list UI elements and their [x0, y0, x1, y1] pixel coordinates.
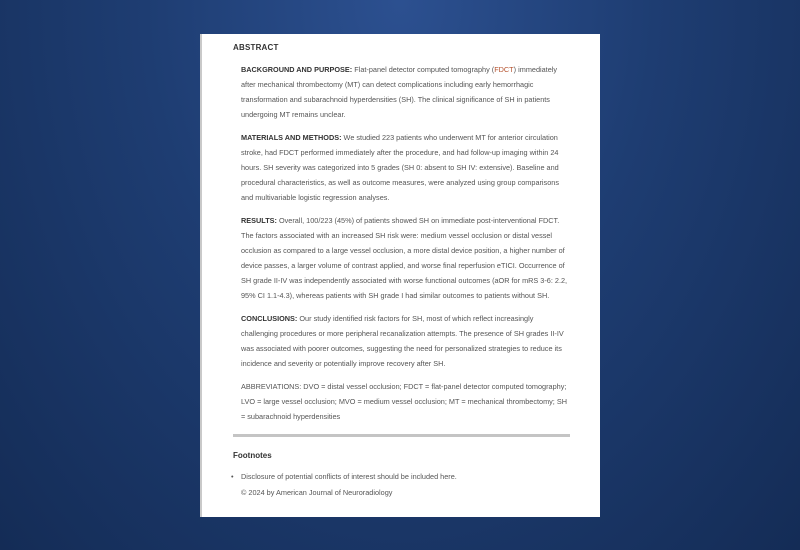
footnote-item: [233, 469, 570, 484]
article-page: [200, 34, 600, 517]
abbreviations-section: ABBREVIATIONS: DVO = distal vessel occlusion; FDCT = flat-panel detector computed tomography; LVO = large vessel occlusion; MVO = medium vessel occlusion; MT = mechanical thrombectomy; SH = subarachnoid hyperdensities: [241, 382, 567, 421]
methods-text: We studied 223 patients who underwent MT for anterior circulation stroke, had FDCT performed immediately after the procedure, and had follow-up imaging within 24 hours. SH severity was categorized into 5 grades (SH 0: absent to SH IV: extensive). Baseline and procedural characteristics, as well as outcome measures, were analyzed using group comparisons and multivariable logistic regression analyses.: [241, 133, 559, 202]
background-label: BACKGROUND AND PURPOSE:: [241, 65, 353, 74]
section-divider: [233, 434, 570, 437]
results-text: Overall, 100/223 (45%) of patients showed SH on immediate post-interventional FDCT. The factors associated with an increased SH risk were: medium vessel occlusion or distal vessel occlusion as compared to a large vessel occlusion, a more distal device position, a higher number of device passes, a larger volume of contrast applied, and worse final reperfusion eTICI. Occurrence of SH grade II-IV was independently associated with worse functional outcomes (aOR for mRS 3-6: 2.2, 95% CI 1.1-4.3), whereas patients with SH grade I had similar outcomes to patients without SH.: [241, 216, 568, 300]
background-text-before: Flat-panel detector computed tomography (: [352, 65, 495, 74]
methods-section: [241, 130, 570, 205]
results-section: [241, 213, 570, 303]
background-text-after: ) immediately after mechanical thrombectomy (MT) can detect complications including early hemorrhagic transformation and subarachnoid hyperdensities (SH). The clinical significance of SH in patients undergoing MT remains unclear.: [241, 65, 558, 119]
background-section: [241, 62, 570, 122]
footnote-text: Disclosure of potential conflicts of interest should be included here.: [241, 472, 457, 481]
results-label: RESULTS:: [241, 216, 277, 225]
conclusions-section: [241, 311, 570, 371]
abstract-heading: ABSTRACT: [233, 43, 279, 52]
conclusions-text: Our study identified risk factors for SH, most of which reflect increasingly challenging procedures or more peripheral recanalization attempts. The presence of SH grades II-IV was associated with poorer outcomes, suggesting the need for personalized strategies to reduce its incidence and severity or potentially improve recovery after SH.: [241, 314, 564, 368]
conclusions-label: CONCLUSIONS:: [241, 314, 298, 323]
bullet-icon: •: [231, 472, 234, 481]
methods-label: MATERIALS AND METHODS:: [241, 133, 342, 142]
fdct-link[interactable]: FDCT: [494, 65, 514, 74]
footnotes-title: Footnotes: [233, 451, 272, 460]
copyright-notice: © 2024 by American Journal of Neuroradiology: [241, 488, 393, 497]
